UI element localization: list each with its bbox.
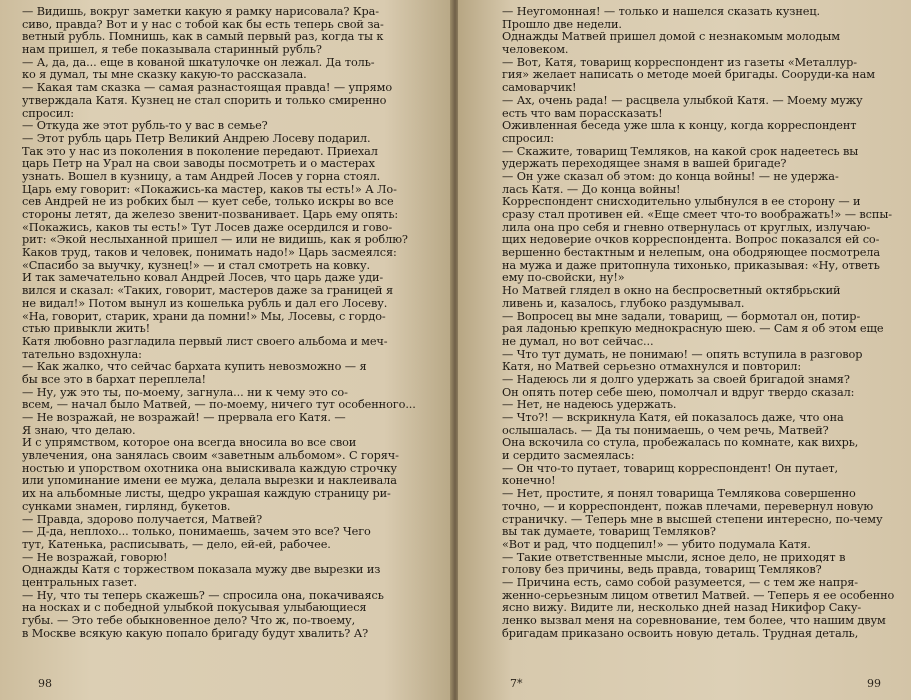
text-line: — Скажите, товарищ Темляков, на какой срок надеетесь вы	[502, 145, 859, 158]
text-line: сразу стал противен ей. «Еще смеет что-то воображать!» — вспы-	[502, 209, 892, 221]
text-line: — Этот рубль царь Петр Великий Андрею Лосеву подарил.	[22, 132, 371, 145]
text-line: на носках и с победной улыбкой покусывая улыбающиеся	[22, 602, 367, 615]
text-line: или упоминание имени ее мужа, делала вырезки и наклеивала	[22, 475, 397, 488]
text-line: рит: «Экой неслыханной пришел — или не видишь, как я роблю?	[22, 234, 408, 247]
text-line: — Как жалко, что сейчас бархата купить невозможно — я	[22, 361, 367, 374]
text-line: «Покажись, каков ты есть!» Тут Лосев даже осердился и гово-	[22, 221, 393, 234]
text-line: нам пришел, я тебе показывала старинный рубль?	[22, 44, 322, 57]
text-line: ясно вижу. Видите ли, несколько дней назад Никифор Саку-	[502, 602, 862, 615]
text-line: Однажды Катя с торжеством показала мужу две вырезки из	[22, 564, 381, 577]
text-line: спросил:	[22, 107, 74, 120]
text-line: спросил:	[502, 132, 554, 145]
text-line: вы так думаете, товарищ Темляков?	[502, 526, 716, 539]
text-line: ветный рубль. Помнишь, как в самый первый раз, когда ты к	[22, 31, 384, 44]
text-line: И с упрямством, которое она всегда вносила во все свои	[22, 437, 357, 450]
text-line: Катя любовно разгладила первый лист своего альбома и меч-	[22, 335, 388, 348]
right-page-text	[502, 6, 897, 640]
text-line: самоварчик!	[502, 82, 577, 95]
text-line: «На, говорит, старик, храни да помни!» Мы, Лосевы, с гордо-	[22, 310, 386, 323]
text-line: не думал, но вот сейчас...	[502, 335, 654, 348]
signature-mark: 7*	[510, 677, 523, 690]
text-line: на мужа и даже притопнула тихонько, приказывая: «Ну, ответь	[502, 259, 880, 272]
text-line: «Спасибо за выучку, кузнец!» — и стал смотреть на ковку.	[22, 259, 371, 272]
text-line: — Неугомонная! — только и нашелся сказать кузнец.	[502, 6, 820, 18]
left-page	[0, 0, 452, 700]
text-line: их на альбомные листы, щедро украшая каждую страницу ри-	[22, 488, 391, 501]
text-line: щих недоверие очков корреспондента. Вопрос показался ей со-	[502, 234, 880, 247]
text-line: — Такие ответственные мысли, ясное дело, не приходят в	[502, 551, 846, 564]
text-line: — Ах, очень рада! — расцвела улыбкой Катя. — Моему мужу	[502, 94, 863, 107]
text-line: стью привыкли жить!	[22, 323, 151, 336]
text-line: — Д-да, неплохо... только, понимаешь, зачем это все? Чего	[22, 526, 371, 539]
text-line: — Нет, простите, я понял товарища Темлякова совершенно	[502, 488, 856, 501]
text-line: — Ну, что ты теперь скажешь? — спросила она, покачиваясь	[22, 589, 384, 602]
text-line: узнать. Вошел в кузницу, а там Андрей Лосев у горна стоял.	[22, 170, 381, 183]
text-line: — Что?! — вскрикнула Катя, ей показалось даже, что она	[502, 412, 844, 424]
text-line: ко я думал, ты мне сказку какую-то рассказала.	[22, 69, 307, 82]
text-line: ностью и упорством охотника она выискивала каждую строчку	[22, 462, 397, 475]
text-line: — А, да, да... еще в кованой шкатулочке он лежал. Да толь-	[22, 56, 375, 69]
text-line: центральных газет.	[22, 576, 138, 589]
text-line: вился и сказал: «Таких, говорит, мастеров даже за границей я	[22, 285, 393, 298]
text-line: — Какая там сказка — самая разнастоящая правда! — упрямо	[22, 82, 393, 95]
text-line: И так замечательно ковал Андрей Лосев, что царь даже уди-	[22, 272, 384, 285]
text-line: Я знаю, что делаю.	[22, 424, 136, 437]
text-line: Царь ему говорит: «Покажись-ка мастер, каков ты есть!» А Ло-	[22, 183, 397, 196]
text-line: ослышалась. — Да ты понимаешь, о чем речь, Матвей?	[502, 424, 829, 437]
text-line: в Москве всякую какую попало бригаду будут хвалить? А?	[22, 627, 369, 640]
text-line: — Причина есть, само собой разумеется, — с тем же напря-	[502, 576, 859, 589]
text-line: — Откуда же этот рубль-то у вас в семье?	[22, 120, 268, 133]
text-line: — Надеюсь ли я долго удержать за своей бригадой знамя?	[502, 373, 850, 386]
text-line: — Видишь, вокруг заметки какую я рамку нарисовала? Кра-	[22, 6, 379, 18]
text-line: Катя, но Матвей серьезно отмахнулся и повторил:	[502, 361, 802, 374]
text-line: — Он что-то путает, товарищ корреспондент! Он путает,	[502, 462, 839, 475]
text-line: голову без причины, ведь правда, товарищ Темляков?	[502, 564, 822, 577]
text-line: есть что вам порассказать!	[502, 107, 663, 120]
text-line: Каков труд, таков и человек, понимать надо!» Царь засмеялся:	[22, 247, 397, 260]
right-page-number: 99	[867, 677, 881, 690]
text-line: ленко вызвал меня на соревнование, тем более, что нашим двум	[502, 615, 886, 627]
text-line: страничку. — Теперь мне в высшей степени интересно, по-чему	[502, 513, 883, 526]
text-line: бы все это в бархат переплела!	[22, 373, 206, 386]
text-line: стороны летят, да железо звенит-позванивает. Царь ему опять:	[22, 209, 399, 221]
left-page-text	[22, 6, 438, 640]
text-line: — Ну, уж это ты, по-моему, загнула... ни к чему это со-	[22, 386, 348, 399]
text-line: Однажды Матвей пришел домой с незнакомым молодым	[502, 31, 840, 44]
text-line: — Вот, Катя, товарищ корреспондент из газеты «Металлур-	[502, 56, 857, 69]
text-line: рая ладонью крепкую меднокрасную шею. — Сам я об этом еще	[502, 323, 884, 336]
right-page	[458, 0, 911, 700]
text-line: вершенно бестактным и нелепым, она ободряющее посмотрела	[502, 247, 881, 260]
text-line: точно, — и корреспондент, пожав плечами, перевернул новую	[502, 500, 874, 513]
text-line: всем, — начал было Матвей, — по-моему, ничего тут особенного...	[22, 399, 416, 412]
text-line: — Не возражай, говорю!	[22, 551, 168, 564]
text-line: лась Катя. — До конца войны!	[502, 183, 681, 196]
text-line: — Правда, здорово получается, Матвей?	[22, 513, 263, 526]
text-line: конечно!	[502, 475, 556, 488]
text-line: бригадам приказано освоить новую деталь. Трудная деталь,	[502, 627, 859, 640]
text-line: ливень и, казалось, глубоко раздумывал.	[502, 297, 745, 310]
text-line: утверждала Катя. Кузнец не стал спорить и только смиренно	[22, 94, 387, 107]
text-line: сиво, правда? Вот и у нас с тобой как бы есть теперь свой за-	[22, 18, 384, 31]
left-page-number: 98	[38, 677, 52, 690]
text-line: человеком.	[502, 44, 569, 57]
text-line: Но Матвей глядел в окно на беспросветный октябрьский	[502, 285, 841, 298]
text-line: Прошло две недели.	[502, 18, 622, 31]
text-line: «Вот и рад, что подцепил!» — убито подумала Катя.	[502, 538, 811, 551]
text-line: — Нет, не надеюсь удержать.	[502, 399, 677, 412]
text-line: Он опять потер себе шею, помолчал и вдруг твердо сказал:	[502, 386, 855, 399]
text-line: — Что тут думать, не понимаю! — опять вступила в разговор	[502, 348, 863, 361]
text-line: не видал!» Потом вынул из кошелька рубль и дал его Лосеву.	[22, 297, 388, 310]
text-line: женно-серьезным лицом ответил Матвей. — Теперь я ее особенно	[502, 589, 895, 602]
text-line: — Вопросец вы мне задали, товарищ, — бормотал он, потир-	[502, 310, 861, 323]
text-line: лила она про себя и гневно отвернулась от круглых, излучаю-	[502, 221, 871, 234]
text-line: гия» желает написать о методе моей бригады. Сооруди-ка нам	[502, 69, 875, 82]
text-line: Так это у нас из поколения в поколение передают. Приехал	[22, 145, 378, 158]
text-line: увлечения, она занялась своим «заветным альбомом». С горяч-	[22, 450, 399, 463]
text-line: — Не возражай, не возражай! — прервала его Катя. —	[22, 412, 346, 424]
text-line: Она вскочила со стула, пробежалась по комнате, как вихрь,	[502, 437, 859, 450]
text-line: царь Петр на Урал на свои заводы посмотреть и о мастерах	[22, 158, 375, 171]
text-line: удержать переходящее знамя в вашей бригаде?	[502, 158, 787, 171]
text-line: губы. — Это тебе обыкновенное дело? Что ж, по-твоему,	[22, 615, 356, 627]
text-line: сев Андрей не из робких был — кует себе, только искры во все	[22, 196, 394, 209]
text-line: ему по-свойски, ну!»	[502, 272, 625, 285]
text-line: и сердито засмеялась:	[502, 450, 635, 463]
text-line: Оживленная беседа уже шла к концу, когда корреспондент	[502, 120, 857, 133]
text-line: тут, Катенька, расписывать, — дело, ей-ей, рабочее.	[22, 538, 331, 551]
text-line: сунками знамен, гирлянд, букетов.	[22, 500, 231, 513]
text-line: тательно вздохнула:	[22, 348, 142, 361]
text-line: Корреспондент снисходительно улыбнулся в ее сторону — и	[502, 196, 861, 209]
text-line: — Он уже сказал об этом: до конца войны! — не удержа-	[502, 170, 839, 183]
